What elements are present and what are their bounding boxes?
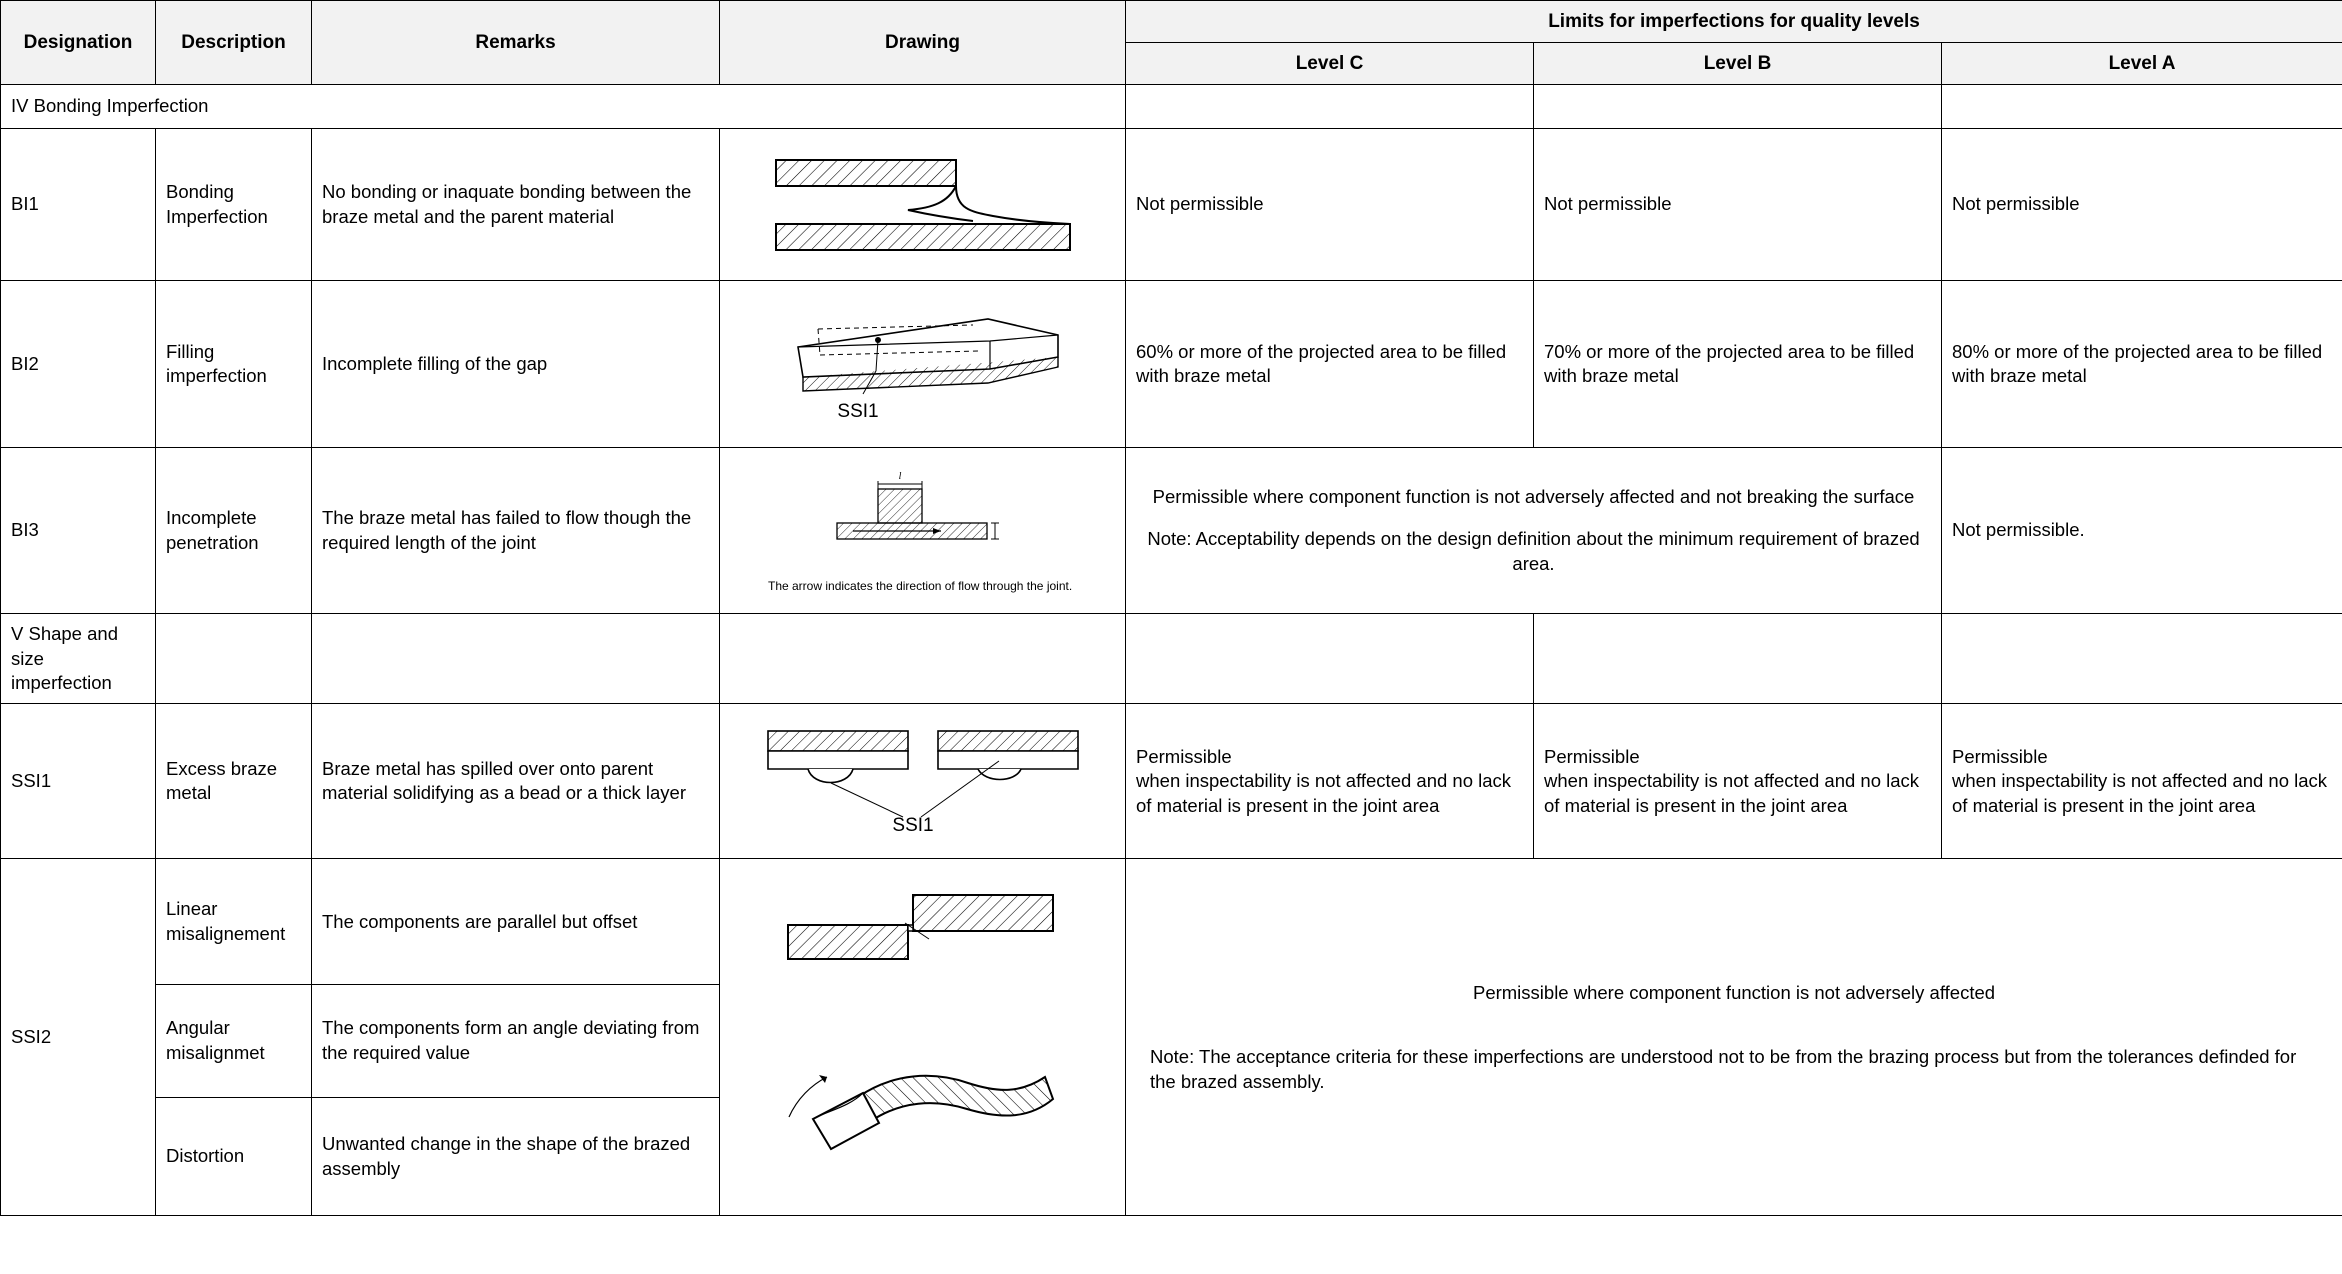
cell-ssi2-sub3-remarks: Unwanted change in the shape of the brazed assembly [312,1097,720,1216]
cell-bi3-merged-cb [1126,448,1942,614]
ssi2-merged-line1: Permissible where component function is not adversely affected [1472,981,1996,1003]
cell-ssi2-sub2-description: Angular misalignmet [156,985,312,1098]
cell-bi1-level-b: Not permissible [1534,129,1942,281]
section-iv-blank-b [1534,85,1942,129]
header-level-b: Level B [1534,43,1942,85]
bi2-drawing-label: SSI1 [836,401,879,423]
table-row-bi3 [1,448,2342,614]
cell-ssi1-drawing [720,704,1126,859]
ssi1-level-a-line2: when inspectability is not affected and no lack of material is present in the joint area [1952,770,2328,816]
bi3-drawing-note: The arrow indicates the direction of flow through the joint. [768,579,1073,594]
table-row-ssi2-sub1 [1,859,2342,985]
cell-bi3-remarks: The braze metal has failed to flow though the required length of the joint [312,448,720,614]
ssi1-level-b-line1: Permissible [1544,745,1640,767]
cell-bi1-level-c: Not permissible [1126,129,1534,281]
ssi1-level-a-line1: Permissible [1952,745,2048,767]
ssi1-level-c-line2: when inspectability is not affected and no lack of material is present in the joint area [1136,770,1512,816]
cell-ssi1-remarks: Braze metal has spilled over onto parent material solidifying as a bead or a thick layer [312,704,720,859]
header-designation: Designation [1,1,156,85]
ssi1-level-c-line1: Permissible [1136,745,1232,767]
section-v-blank-c [1126,614,1534,704]
section-row-v [1,614,2342,704]
cell-bi3-description: Incomplete penetration [156,448,312,614]
filling-imperfection-diagram-icon [758,299,1088,429]
cell-bi3-designation: BI3 [1,448,156,614]
table-row-bi2 [1,281,2342,448]
cell-bi3-drawing [720,448,1126,614]
section-v-blank-a [1942,614,2342,704]
cell-bi2-level-a: 80% or more of the projected area to be filled with braze metal [1942,281,2342,448]
section-iv-blank-c [1126,85,1534,129]
cell-bi1-designation: BI1 [1,129,156,281]
cell-ssi2-sub1-remarks: The components are parallel but offset [312,859,720,985]
section-v-blank-desc [156,614,312,704]
cell-bi2-level-b: 70% or more of the projected area to be filled with braze metal [1534,281,1942,448]
bonding-imperfection-diagram-icon [758,150,1088,260]
excess-braze-metal-diagram-icon [753,721,1093,841]
cell-ssi1-level-a [1942,704,2342,859]
cell-ssi2-sub3-description: Distortion [156,1097,312,1216]
cell-ssi2-designation: SSI2 [1,859,156,1216]
cell-bi1-drawing [720,129,1126,281]
cell-ssi2-drawing [720,859,1126,1216]
header-limits-group: Limits for imperfections for quality levels [1126,1,2342,43]
header-remarks: Remarks [312,1,720,85]
cell-ssi1-level-c [1126,704,1534,859]
table-row-bi1 [1,129,2342,281]
table-row-ssi1 [1,704,2342,859]
section-v-blank-b [1534,614,1942,704]
cell-bi2-designation: BI2 [1,281,156,448]
section-row-iv [1,85,2342,129]
cell-bi2-remarks: Incomplete filling of the gap [312,281,720,448]
cell-bi3-level-a: Not permissible. [1942,448,2342,614]
section-v-blank-drawing [720,614,1126,704]
cell-bi1-remarks: No bonding or inaquate bonding between the braze metal and the parent material [312,129,720,281]
cell-bi2-drawing [720,281,1126,448]
bi3-merged-line2: Note: Acceptability depends on the design definition about the minimum requirement of brazed area. [1147,528,1920,574]
cell-ssi2-merged-limits [1126,859,2342,1216]
cell-bi1-description: Bonding Imperfection [156,129,312,281]
header-description: Description [156,1,312,85]
ssi2-merged-line2: Note: The acceptance criteria for these imperfections are understood not to be from the brazing process but from the tolerances definded for the brazed assembly. [1150,1046,2297,1092]
cell-ssi1-level-b [1534,704,1942,859]
section-iv-blank-a [1942,85,2342,129]
cell-bi2-level-c: 60% or more of the projected area to be filled with braze metal [1126,281,1534,448]
incomplete-penetration-diagram-icon [823,467,1023,577]
header-level-a: Level A [1942,43,2342,85]
table-header-row-group [1,1,2342,43]
ssi1-level-b-line2: when inspectability is not affected and no lack of material is present in the joint area [1544,770,1920,816]
cell-bi1-level-a: Not permissible [1942,129,2342,281]
cell-ssi2-sub2-remarks: The components form an angle deviating from the required value [312,985,720,1098]
header-level-c: Level C [1126,43,1534,85]
bi3-merged-line1: Permissible where component function is not adversely affected and not breaking the surface [1152,486,1915,508]
cell-bi2-description: Filling imperfection [156,281,312,448]
section-label-iv: IV Bonding Imperfection [1,85,1126,129]
cell-ssi2-sub1-description: Linear misalignement [156,859,312,985]
cell-ssi1-designation: SSI1 [1,704,156,859]
ssi1-drawing-label: SSI1 [891,815,934,837]
section-label-v: V Shape and size imperfection [1,614,156,704]
svg-text:l: l [898,471,901,483]
cell-ssi1-description: Excess braze metal [156,704,312,859]
misalignment-distortion-diagram-icon [753,867,1093,1207]
section-v-blank-remarks [312,614,720,704]
header-drawing: Drawing [720,1,1126,85]
